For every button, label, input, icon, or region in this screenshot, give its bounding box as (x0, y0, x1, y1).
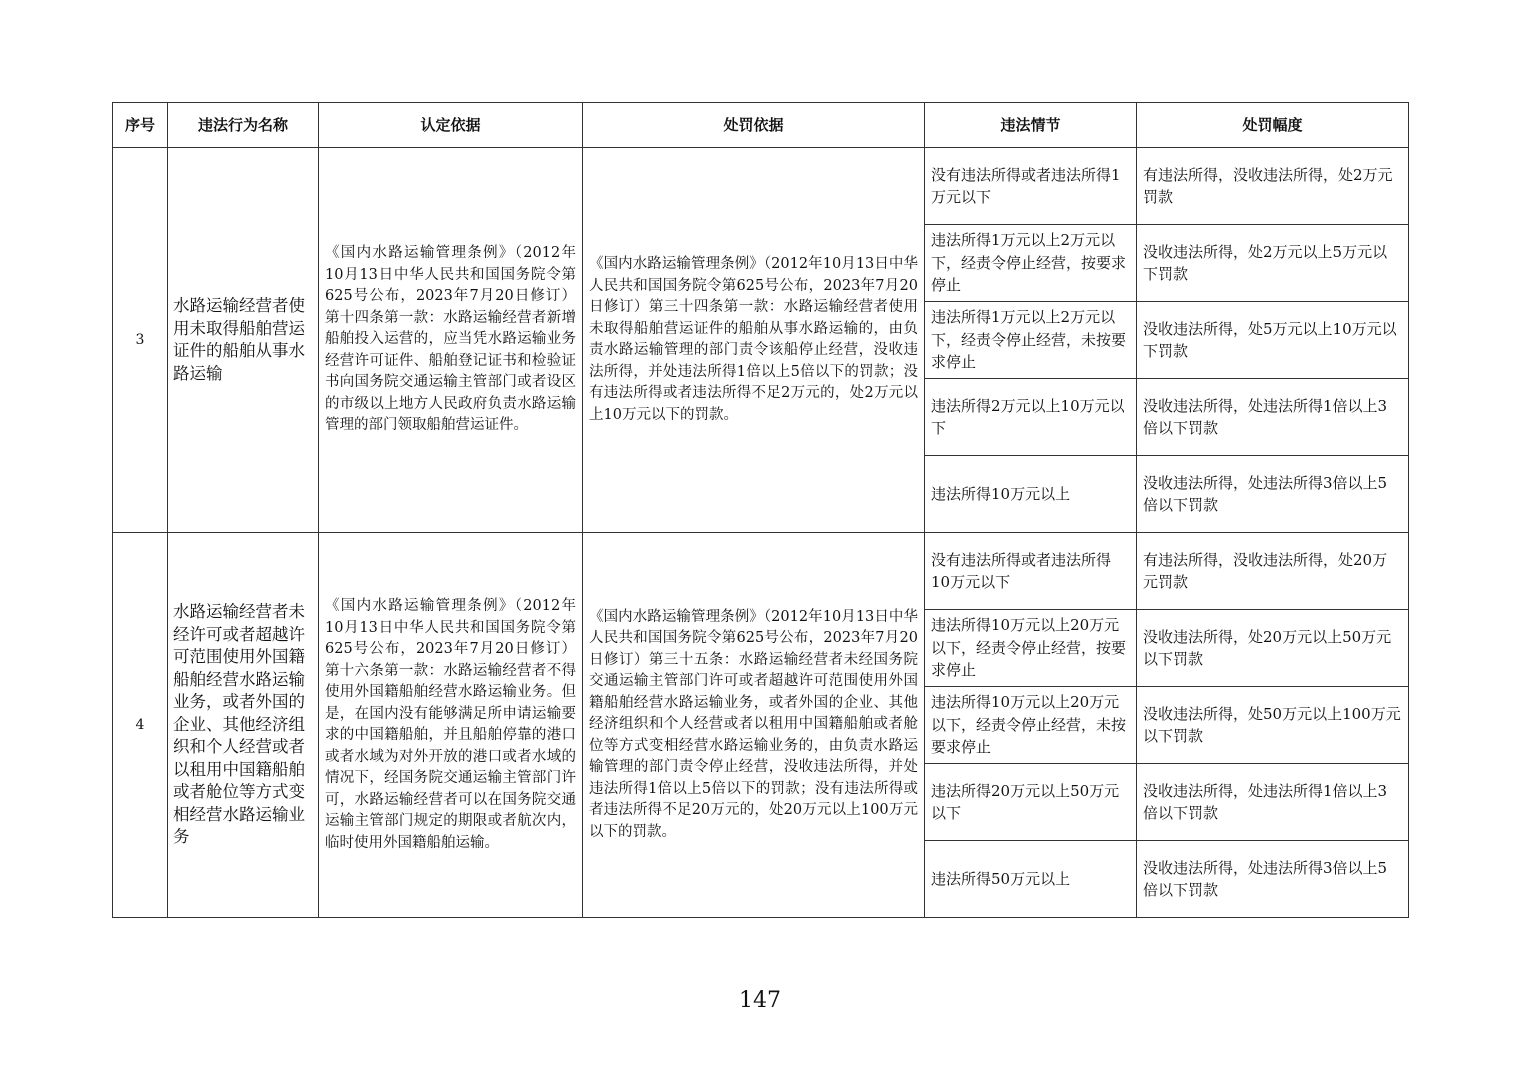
penalty-range-cell: 有违法所得，没收违法所得，处20万元罚款 (1137, 533, 1409, 610)
header-seq: 序号 (113, 103, 168, 148)
penalty-range-cell: 有违法所得，没收违法所得，处2万元罚款 (1137, 148, 1409, 225)
header-determination-basis: 认定依据 (319, 103, 583, 148)
circumstance-cell: 违法所得1万元以上2万元以下，经责令停止经营，按要求停止 (925, 225, 1137, 302)
row-seq: 4 (113, 533, 168, 918)
penalty-range-cell: 没收违法所得，处违法所得3倍以上5倍以下罚款 (1137, 841, 1409, 918)
penalty-range-cell: 没收违法所得，处违法所得1倍以上3倍以下罚款 (1137, 379, 1409, 456)
header-violation-name: 违法行为名称 (168, 103, 319, 148)
penalty-range-cell: 没收违法所得，处5万元以上10万元以下罚款 (1137, 302, 1409, 379)
determination-basis: 《国内水路运输管理条例》（2012年10月13日中华人民共和国国务院令第625号公布，2023年7月20日修订）第十四条第一款：水路运输经营者新增船舶投入运营的，应当凭水路运输业务经营许可证件、船舶登记证书和检验证书向国务院交通运输主管部门或者设区的市级以上地方人民政府负责水路运输管理的部门领取船舶营运证件。 (319, 148, 583, 533)
header-penalty-basis: 处罚依据 (583, 103, 925, 148)
circumstance-cell: 没有违法所得或者违法所得1万元以下 (925, 148, 1137, 225)
header-penalty-range: 处罚幅度 (1137, 103, 1409, 148)
table-row (113, 533, 1409, 610)
header-circumstance: 违法情节 (925, 103, 1137, 148)
row-seq: 3 (113, 148, 168, 533)
determination-basis: 《国内水路运输管理条例》（2012年10月13日中华人民共和国国务院令第625号公布，2023年7月20日修订）第十六条第一款：水路运输经营者不得使用外国籍船舶经营水路运输业务。但是，在国内没有能够满足所申请运输要求的中国籍船舶，并且船舶停靠的港口或者水域为对外开放的港口或者水域的情况下，经国务院交通运输主管部门许可，水路运输经营者可以在国务院交通运输主管部门规定的期限或者航次内，临时使用外国籍船舶运输。 (319, 533, 583, 918)
penalty-basis: 《国内水路运输管理条例》（2012年10月13日中华人民共和国国务院令第625号公布，2023年7月20日修订）第三十四条第一款：水路运输经营者使用未取得船舶营运证件的船舶从事水路运输的，由负责水路运输管理的部门责令该船停止经营，没收违法所得，并处违法所得1倍以上5倍以下的罚款；没有违法所得或者违法所得不足2万元的，处2万元以上10万元以下的罚款。 (583, 148, 925, 533)
penalty-table (112, 102, 1409, 918)
circumstance-cell: 违法所得2万元以上10万元以下 (925, 379, 1137, 456)
circumstance-cell: 违法所得1万元以上2万元以下，经责令停止经营，未按要求停止 (925, 302, 1137, 379)
table-header-row (113, 103, 1409, 148)
penalty-range-cell: 没收违法所得，处违法所得3倍以上5倍以下罚款 (1137, 456, 1409, 533)
circumstance-cell: 违法所得10万元以上 (925, 456, 1137, 533)
penalty-range-cell: 没收违法所得，处2万元以上5万元以下罚款 (1137, 225, 1409, 302)
circumstance-cell: 违法所得20万元以上50万元以下 (925, 764, 1137, 841)
circumstance-cell: 违法所得10万元以上20万元以下，经责令停止经营，未按要求停止 (925, 687, 1137, 764)
violation-name: 水路运输经营者未经许可或者超越许可范围使用外国籍船舶经营水路运输业务，或者外国的企业、其他经济组织和个人经营或者以租用中国籍船舶或者舱位等方式变相经营水路运输业务 (168, 533, 319, 918)
table-row (113, 148, 1409, 225)
circumstance-cell: 没有违法所得或者违法所得10万元以下 (925, 533, 1137, 610)
penalty-range-cell: 没收违法所得，处违法所得1倍以上3倍以下罚款 (1137, 764, 1409, 841)
penalty-range-cell: 没收违法所得，处50万元以上100万元以下罚款 (1137, 687, 1409, 764)
circumstance-cell: 违法所得10万元以上20万元以下，经责令停止经营，按要求停止 (925, 610, 1137, 687)
penalty-range-cell: 没收违法所得，处20万元以上50万元以下罚款 (1137, 610, 1409, 687)
violation-name: 水路运输经营者使用未取得船舶营运证件的船舶从事水路运输 (168, 148, 319, 533)
circumstance-cell: 违法所得50万元以上 (925, 841, 1137, 918)
page-number: 147 (739, 988, 781, 1013)
penalty-basis: 《国内水路运输管理条例》（2012年10月13日中华人民共和国国务院令第625号公布，2023年7月20日修订）第三十五条：水路运输经营者未经国务院交通运输主管部门许可或者超越许可范围使用外国籍船舶经营水路运输业务，或者外国的企业、其他经济组织和个人经营或者以租用中国籍船舶或者舱位等方式变相经营水路运输业务的，由负责水路运输管理的部门责令停止经营，没收违法所得，并处违法所得1倍以上5倍以下的罚款；没有违法所得或者违法所得不足20万元的，处20万元以上100万元以下的罚款。 (583, 533, 925, 918)
